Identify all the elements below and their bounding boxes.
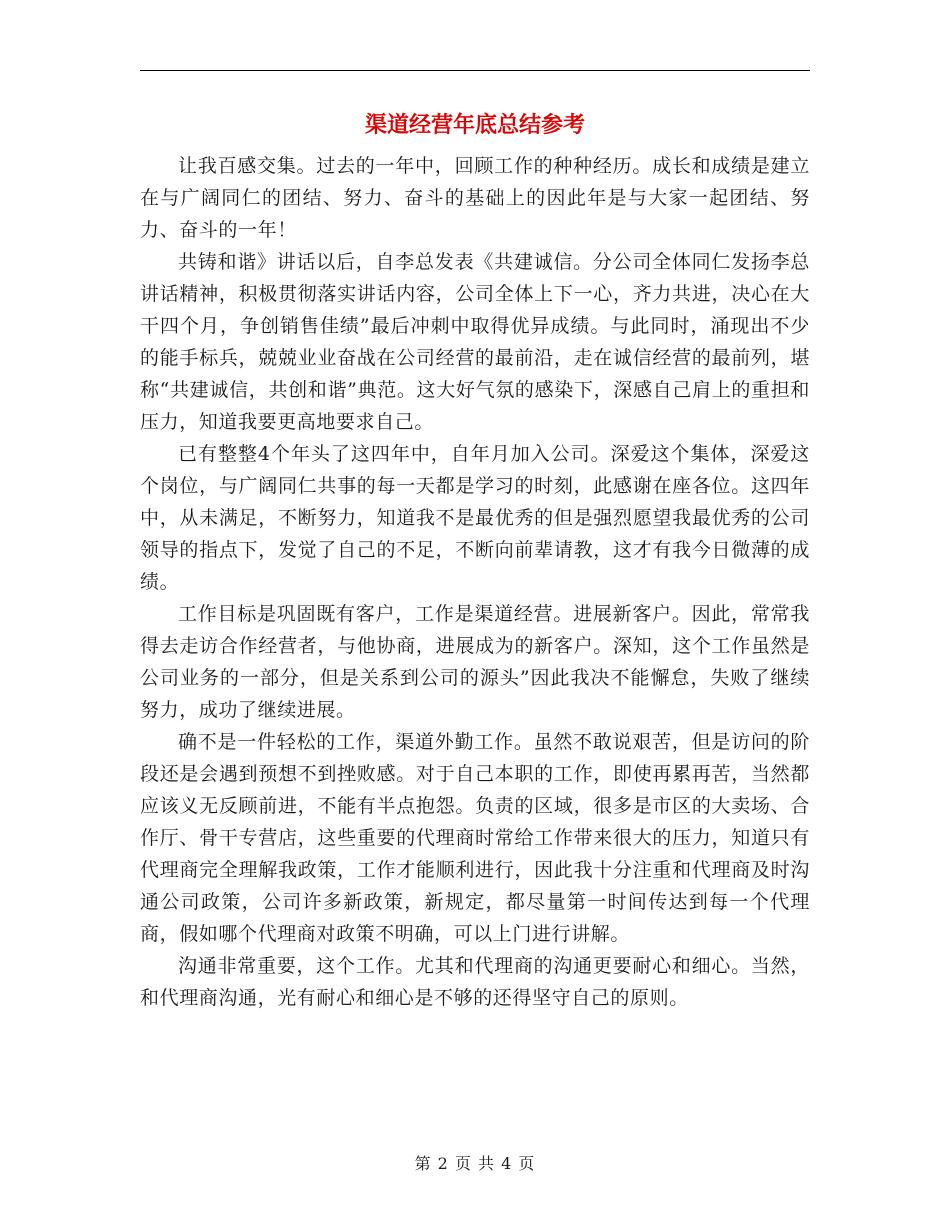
paragraph-2: 共铸和谐》讲话以后，自李总发表《共建诚信。分公司全体同仁发扬李总讲话精神，积极贯彻落实讲话内容，公司全体上下一心，齐力共进，决心在大干四个月，争创销售佳绩”最后冲刺中取得优异成绩。与此同时，涌现出不少的能手标兵，兢兢业业奋战在公司经营的最前沿，走在诚信经营的最前列，堪称“共建诚信，共创和谐”典范。这大好气氛的感染下，深感自己肩上的重担和压力，知道我要更高地要求自己。 [140,251,810,433]
header-rule [140,70,810,71]
paragraph-5: 确不是一件轻松的工作，渠道外勤工作。虽然不敢说艰苦，但是访问的阶段还是会遇到预想不到挫败感。对于自己本职的工作，即使再累再苦，当然都应该义无反顾前进，不能有半点抱怨。负责的区域，很多是市区的大卖场、合作厅、骨干专营店，这些重要的代理商时常给工作带来很大的压力，知道只有代理商完全理解我政策，工作才能顺利进行，因此我十分注重和代理商及时沟通公司政策，公司许多新政策，新规定，都尽量第一时间传达到每一个代理商，假如哪个代理商对政策不明确，可以上门进行讲解。 [140,731,810,945]
paragraph-6: 沟通非常重要，这个工作。尤其和代理商的沟通更要耐心和细心。当然，和代理商沟通，光有耐心和细心是不够的还得坚守自己的原则。 [140,955,810,1009]
paragraph-4: 工作目标是巩固既有客户，工作是渠道经营。进展新客户。因此，常常我得去走访合作经营者，与他协商，进展成为的新客户。深知，这个工作虽然是公司业务的一部分，但是关系到公司的源头”因此我决不能懈怠，失败了继续努力，成功了继续进展。 [140,603,810,721]
document-title: 渠道经营年底总结参考 [364,112,585,138]
page-number: 第 2 页 共 4 页 [414,1154,536,1173]
paragraph-3: 已有整整4个年头了这四年中，自年月加入公司。深爱这个集体，深爱这个岗位，与广阔同仁共事的每一天都是学习的时刻，此感谢在座各位。这四年中，从未满足，不断努力，知道我不是最优秀的但是强烈愿望我最优秀的公司领导的指点下，发觉了自己的不足，不断向前辈请教，这才有我今日微薄的成绩。 [140,443,810,593]
paragraph-1: 让我百感交集。过去的一年中，回顾工作的种种经历。成长和成绩是建立在与广阔同仁的团结、努力、奋斗的基础上的因此年是与大家一起团结、努力、奋斗的一年！ [140,155,810,241]
document-body [140,150,810,1014]
